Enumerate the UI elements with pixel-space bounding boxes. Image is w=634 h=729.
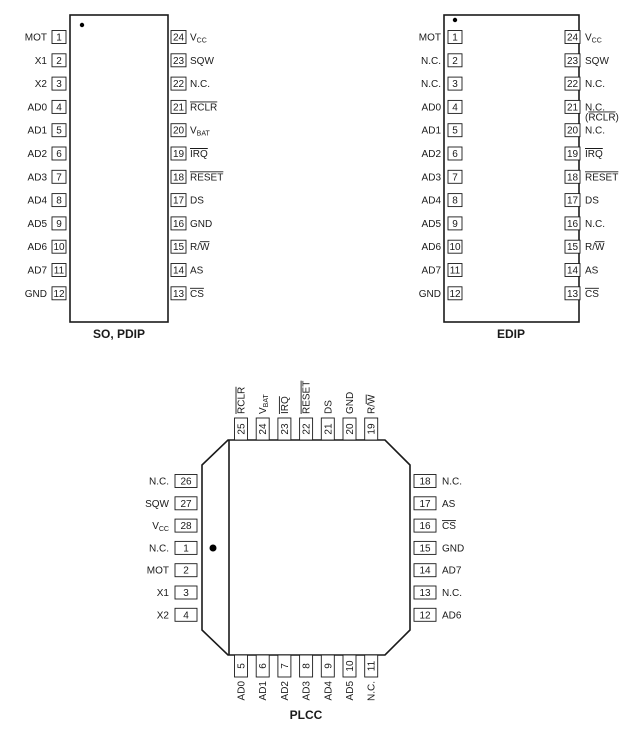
pin-15 — [565, 240, 605, 253]
pin-18 — [414, 475, 462, 488]
pin-17 — [565, 194, 599, 207]
pin-number: 19 — [366, 423, 378, 435]
pin-name-alt-label: (RCLR) — [585, 112, 619, 124]
pin-name-label: $V_{CC}$ — [190, 32, 207, 45]
pin-11 — [422, 264, 462, 277]
pin-name-label: AD6 — [27, 242, 47, 254]
pin-14 — [565, 264, 599, 277]
pin-name-label: AD1 — [27, 125, 47, 137]
pin-15 — [171, 240, 210, 253]
pin-number: 17 — [419, 498, 431, 510]
pin-17 — [414, 497, 456, 510]
pin-name-label: SQW — [145, 498, 169, 510]
pin-number: 23 — [172, 55, 185, 67]
pin-name-label: GND — [190, 218, 213, 230]
pin-name-rotated — [301, 381, 313, 414]
pin-name-subscript: CC — [158, 526, 169, 534]
pin-number: 11 — [53, 265, 65, 277]
pin-name-label: DS — [585, 195, 599, 207]
pin-21 — [321, 400, 334, 440]
so-pdip-caption: SO, PDIP — [92, 327, 146, 341]
pin-number: 11 — [366, 660, 378, 672]
pin-number: 13 — [172, 288, 185, 300]
pin-name-rotated — [237, 681, 248, 701]
pin-12 — [414, 608, 462, 621]
pin-name-rotated — [280, 681, 291, 701]
pin-name-label: AD2 — [279, 681, 291, 701]
pin-name-label: AD0 — [27, 102, 47, 114]
pin-number: 2 — [452, 55, 458, 67]
pin-10 — [343, 655, 356, 700]
pin-7 — [278, 655, 291, 700]
pin-17 — [171, 194, 204, 207]
pin-name-label: GND — [24, 288, 47, 300]
pin-name-label: AD1 — [258, 681, 270, 701]
pin-name-label: N.C. — [149, 543, 169, 555]
pin-name-label: GND — [442, 543, 465, 555]
pin-8 — [300, 655, 313, 700]
pin-number: 25 — [236, 423, 248, 435]
pin-name-label: N.C. — [442, 476, 462, 488]
pin-15 — [414, 541, 464, 554]
pin-11 — [28, 264, 66, 277]
pin-number: 16 — [419, 521, 431, 533]
pin-number: 2 — [56, 55, 62, 67]
pin-9 — [28, 217, 66, 230]
plcc-package — [145, 381, 464, 722]
pin-number: 5 — [56, 125, 62, 137]
plcc-caption: PLCC — [289, 708, 323, 722]
pin-name-label: CS — [190, 288, 204, 300]
pin-name-label: R/W — [190, 242, 210, 254]
pin-8 — [422, 194, 462, 207]
pin-number: 24 — [172, 32, 185, 44]
pin-number: 1 — [56, 32, 62, 44]
pin-name-label: AD5 — [345, 681, 356, 701]
pin-number: 24 — [258, 423, 270, 435]
pin-number: 26 — [180, 476, 192, 488]
pin-name-label: RCLR — [190, 102, 218, 114]
pin-name-label: DS — [190, 195, 204, 207]
pin-number: 18 — [566, 172, 579, 184]
pin-3 — [35, 77, 66, 90]
so-pdip-ic-body — [70, 15, 168, 322]
pin-name-label: GND — [345, 391, 356, 414]
pin-number: 14 — [172, 265, 185, 277]
pin-19 — [365, 394, 378, 440]
pin-number: 19 — [172, 149, 185, 160]
pin-name-label: N.C. — [585, 79, 605, 91]
pin-24 — [171, 31, 207, 45]
pin-number: 15 — [172, 242, 185, 254]
pin-number: 1 — [183, 543, 189, 555]
pin-name-label: $V_{CC}$ — [152, 521, 169, 534]
pin-number: 8 — [452, 195, 458, 207]
pin-name-label: $V_{BAT}$ — [190, 125, 210, 138]
so-pdip-left-pins — [25, 31, 66, 300]
pin-23 — [565, 54, 609, 67]
pin-number: 17 — [172, 195, 185, 207]
pin-name-rotated — [258, 394, 270, 414]
pin-number: 9 — [56, 218, 62, 230]
pin-number: 7 — [56, 172, 62, 184]
pin-name-label: AD7 — [27, 265, 47, 277]
pin1-marker-dot — [210, 545, 217, 552]
pin-number: 18 — [419, 476, 431, 488]
pin-4 — [157, 608, 197, 621]
plcc-top-pins — [235, 381, 378, 440]
pin-6 — [28, 147, 66, 160]
pin-number: 16 — [172, 218, 185, 230]
pin-name-label: $V_{CC}$ — [585, 32, 602, 45]
pin-name-label: AD3 — [301, 681, 313, 701]
pin-number: 10 — [53, 242, 65, 254]
pin-name-subscript: BAT — [196, 130, 210, 138]
pin-number: 11 — [449, 265, 461, 277]
pin-number: 20 — [172, 125, 185, 137]
pin-13 — [171, 287, 204, 300]
pin-number: 8 — [56, 195, 62, 207]
pin-number: 5 — [236, 663, 248, 669]
pin-number: 12 — [53, 288, 65, 300]
pin-23 — [171, 54, 214, 67]
so-pdip-package — [25, 15, 224, 341]
pin-name-label: AD2 — [421, 149, 441, 160]
pin1-marker-dot — [453, 18, 457, 22]
edip-package — [419, 15, 619, 341]
pin-number: 1 — [452, 32, 458, 44]
pin-name-label: AD3 — [27, 172, 47, 184]
pin-name-label: X2 — [34, 79, 47, 91]
pin-14 — [171, 264, 204, 277]
pin-number: 22 — [172, 79, 185, 91]
pin-number: 6 — [452, 149, 458, 160]
pin-2 — [147, 564, 197, 577]
pin-number: 14 — [566, 265, 579, 277]
pin-3 — [157, 586, 197, 599]
pin-20 — [565, 124, 605, 137]
pin-22 — [171, 77, 210, 90]
pin-name-rotated — [302, 681, 313, 701]
pin-name-rotated — [236, 387, 248, 414]
pin-number: 15 — [566, 242, 579, 254]
pin-16 — [565, 217, 605, 230]
pin-name-rotated — [366, 394, 378, 414]
pin-number: 28 — [180, 521, 192, 533]
pin-number: 23 — [279, 423, 291, 435]
pin-20 — [171, 124, 210, 138]
pin-24 — [565, 31, 602, 45]
pin-21 — [171, 100, 217, 113]
pin-name-label: GND — [418, 288, 441, 300]
pin-name-subscript: CC — [591, 37, 602, 45]
pin-10 — [28, 240, 66, 253]
pin-number: 21 — [566, 102, 579, 114]
pin-number: 6 — [258, 663, 270, 669]
pin-number: 18 — [172, 172, 185, 184]
pin-number: 15 — [419, 543, 431, 555]
pin-name-rotated — [279, 396, 291, 414]
pin-number: 13 — [566, 288, 579, 300]
pin-26 — [149, 475, 197, 488]
pin-name-label: DS — [323, 400, 335, 414]
pin-19 — [565, 147, 603, 160]
pin-name-label: AD4 — [421, 195, 441, 207]
pin-13 — [414, 586, 462, 599]
pin-name-label: AD0 — [421, 102, 441, 114]
pin-name-label: RESET — [585, 172, 619, 184]
pin-number: 9 — [323, 663, 335, 669]
pin-name-label: IRQ — [585, 149, 603, 160]
pin-11 — [365, 655, 378, 701]
pin-name-label: AD6 — [442, 610, 462, 622]
pin-name-label: N.C. — [442, 588, 462, 599]
plcc-left-pins — [145, 475, 197, 622]
pin-14 — [414, 564, 462, 577]
pin-18 — [171, 170, 223, 183]
pin-name-label: AD0 — [236, 681, 248, 701]
pin-name-label: MOT — [418, 32, 441, 44]
pin-20 — [343, 392, 356, 440]
pin-name-label: N.C. — [149, 476, 169, 488]
pin-name-label: RCLR — [236, 386, 248, 414]
pin-number: 23 — [566, 55, 579, 67]
pin1-marker-dot — [80, 23, 84, 27]
pin-name-label: MOT — [146, 565, 169, 577]
pin-number: 7 — [279, 663, 291, 669]
pin-number: 4 — [56, 102, 62, 114]
pin-number: 10 — [345, 660, 356, 672]
pin-18 — [565, 170, 618, 183]
pin-name-label: N.C. — [585, 218, 605, 230]
pin-name-label: R/W — [585, 242, 605, 254]
pin-1 — [149, 541, 197, 554]
pin-name-label: AD7 — [421, 265, 441, 277]
pin-name-label: IRQ — [279, 396, 291, 414]
pin-name-rotated — [323, 681, 334, 701]
pin-12 — [419, 287, 462, 300]
pin-1 — [25, 31, 66, 44]
pin-1 — [419, 31, 462, 44]
pin-number: 17 — [566, 195, 579, 207]
pin-name-rotated — [323, 400, 334, 414]
pin-4 — [422, 100, 462, 113]
pin-23 — [278, 396, 291, 440]
pin-number: 12 — [449, 288, 461, 300]
pin-number: 4 — [183, 610, 189, 622]
pin-28 — [152, 519, 197, 533]
pin-number: 9 — [452, 218, 458, 230]
pin-name-label: X1 — [156, 588, 169, 599]
pin-number: 20 — [566, 125, 579, 137]
pin-22 — [300, 381, 313, 440]
edip-caption: EDIP — [496, 327, 526, 341]
pin-name-label: MOT — [24, 32, 47, 44]
pin-name-rotated — [367, 681, 378, 701]
pin-name-label: AS — [442, 498, 456, 510]
pin-6 — [422, 147, 462, 160]
pin-16 — [414, 519, 456, 532]
pin-12 — [25, 287, 66, 300]
pin-25 — [235, 387, 248, 440]
pin-number: 4 — [452, 102, 458, 114]
pin-16 — [171, 217, 212, 230]
plcc-bottom-pins — [235, 655, 378, 701]
pin-name-label: N.C. — [190, 79, 210, 91]
pin-10 — [422, 240, 462, 253]
plcc-right-pins — [414, 475, 464, 622]
pin-name-label: N.C. — [421, 79, 441, 91]
pin-name-label: SQW — [585, 55, 609, 67]
pin-name-label: AD2 — [27, 149, 47, 160]
pin-name-label: AD5 — [421, 218, 441, 230]
pin-number: 16 — [566, 218, 579, 230]
pin-2 — [421, 54, 462, 67]
pin-number: 6 — [56, 149, 62, 160]
pin-9 — [321, 655, 334, 700]
pin-7 — [422, 170, 462, 183]
pin-number: 14 — [419, 565, 431, 577]
pin-number: 3 — [183, 588, 189, 599]
pin-name-label: AD3 — [421, 172, 441, 184]
pin-number: 20 — [345, 423, 356, 435]
pin-22 — [565, 77, 605, 90]
pin-number: 12 — [419, 610, 431, 622]
pin-name-label: AD1 — [421, 125, 441, 137]
pin-name-rotated — [258, 681, 269, 701]
pin-name-subscript: CC — [196, 37, 207, 45]
plcc-ic-body — [202, 440, 410, 655]
pin-3 — [421, 77, 462, 90]
pin-name-label: N.C. — [421, 55, 441, 67]
pin-number: 24 — [566, 32, 579, 44]
pin-9 — [422, 217, 462, 230]
pin-6 — [256, 655, 269, 700]
pin-24 — [256, 394, 270, 440]
pin-5 — [28, 124, 66, 137]
pin-13 — [565, 287, 599, 300]
pin-number: 5 — [452, 125, 458, 137]
pin-number: 3 — [56, 79, 62, 91]
pin-7 — [28, 170, 66, 183]
pin-name-label: X1 — [34, 55, 47, 67]
pin-5 — [422, 124, 462, 137]
pin-name-label: N.C. — [585, 125, 605, 137]
pin-number: 10 — [449, 242, 461, 254]
pin-number: 13 — [419, 588, 431, 599]
pin-2 — [35, 54, 66, 67]
pin-name-label: IRQ — [190, 149, 208, 160]
pin-name-label: AD4 — [323, 681, 335, 701]
pin-name-label: AD6 — [421, 242, 441, 254]
pin-name-label: $V_{BAT}$ — [258, 394, 271, 414]
pin-name-label: N.C. — [585, 102, 605, 114]
pin-name-rotated — [345, 392, 356, 414]
pin-name-label: X2 — [156, 610, 169, 622]
pin-number: 8 — [301, 663, 313, 669]
pin-name-subscript: BAT — [263, 394, 271, 408]
pin-name-label: RESET — [301, 380, 313, 414]
pin-name-label: AD5 — [27, 218, 47, 230]
pin-8 — [28, 194, 66, 207]
pin-number: 22 — [566, 79, 579, 91]
pin-number: 7 — [452, 172, 458, 184]
pin-number: 22 — [301, 423, 313, 435]
pin-27 — [145, 497, 197, 510]
pin-number: 19 — [566, 149, 579, 160]
pin-name-label: AD4 — [27, 195, 47, 207]
pin-name-label: AD7 — [442, 565, 462, 577]
pin-name-label: CS — [585, 288, 599, 300]
pin-name-label: R/W — [366, 394, 378, 414]
edip-ic-body — [444, 15, 579, 322]
pin-name-label: N.C. — [366, 681, 378, 701]
so-pdip-right-pins — [171, 31, 223, 300]
pin-number: 21 — [172, 102, 185, 114]
pin-name-label: AS — [585, 265, 599, 277]
pin-name-label: SQW — [190, 55, 214, 67]
pin-5 — [235, 655, 248, 700]
pin-name-rotated — [345, 681, 356, 701]
pin-number: 21 — [323, 423, 335, 435]
pin-number: 3 — [452, 79, 458, 91]
pin-number: 27 — [180, 498, 192, 510]
pin-name-label: CS — [442, 521, 456, 533]
pin-4 — [28, 100, 66, 113]
pin-name-label: AS — [190, 265, 204, 277]
pin-name-label: RESET — [190, 172, 224, 184]
pin-19 — [171, 147, 208, 160]
pin-number: 2 — [183, 565, 189, 577]
